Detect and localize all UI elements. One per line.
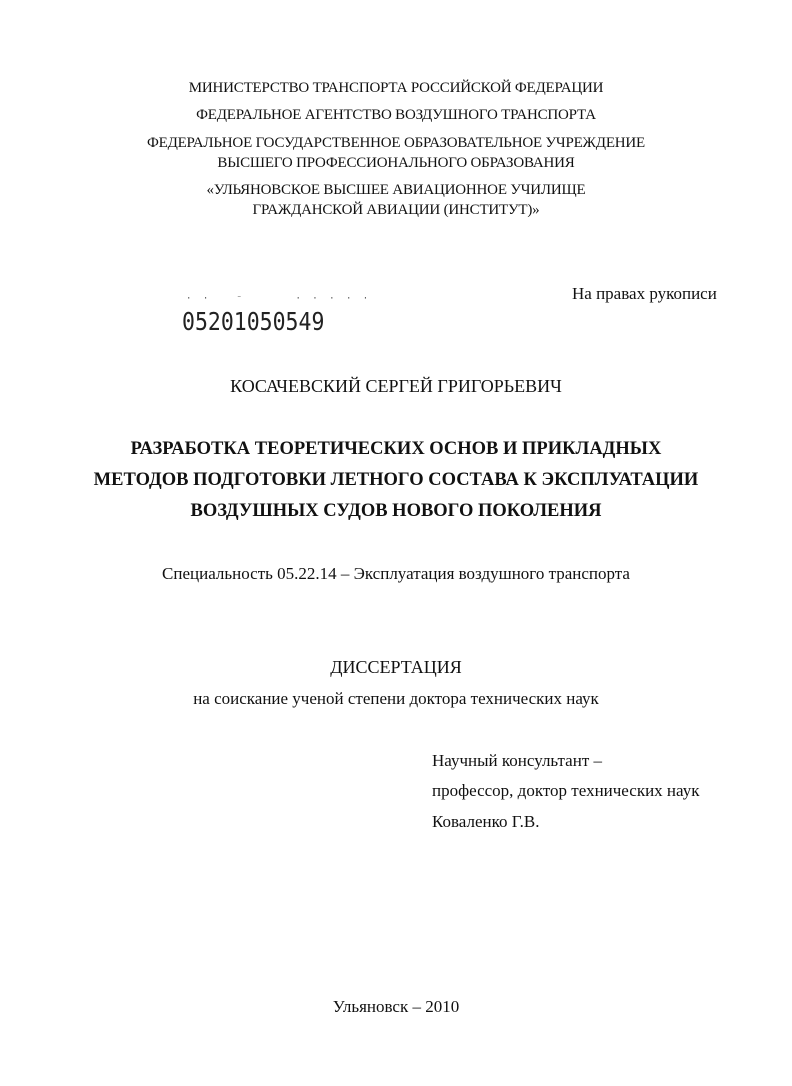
author-name: КОСАЧЕВСКИЙ СЕРГЕЙ ГРИГОРЬЕВИЧ [230,376,562,396]
library-serial-number: 05201050549 [182,307,325,336]
consultant-role: Научный консультант – [432,751,602,770]
consultant-name: Коваленко Г.В. [432,812,540,831]
org-institution-type-line1: ФЕДЕРАЛЬНОЕ ГОСУДАРСТВЕННОЕ ОБРАЗОВАТЕЛЬНОЕ УЧРЕЖДЕНИЕ [146,135,646,151]
specialty: Специальность 05.22.14 – Эксплуатация воздушного транспорта [162,564,630,583]
work-type: ДИССЕРТАЦИЯ [330,657,462,677]
org-ministry: МИНИСТЕРСТВО ТРАНСПОРТА РОССИЙСКОЙ ФЕДЕРАЦИИ [188,80,604,96]
consultant-position: профессор, доктор технических наук [432,781,700,800]
city-year: Ульяновск – 2010 [332,997,460,1016]
org-school-name-line1: «УЛЬЯНОВСКОЕ ВЫСШЕЕ АВИАЦИОННОЕ УЧИЛИЩЕ [206,182,586,198]
org-institution-type-line2: ВЫСШЕГО ПРОФЕССИОНАЛЬНОГО ОБРАЗОВАНИЯ [217,155,575,171]
library-stamp-marks: · · ⁻ · · · · · [186,294,372,304]
degree-sought: на соискание ученой степени доктора технических наук [193,689,599,708]
org-school-name-line2: ГРАЖДАНСКОЙ АВИАЦИИ (ИНСТИТУТ)» [252,202,540,218]
thesis-title-line3: ВОЗДУШНЫХ СУДОВ НОВОГО ПОКОЛЕНИЯ [190,501,602,521]
org-agency: ФЕДЕРАЛЬНОЕ АГЕНТСТВО ВОЗДУШНОГО ТРАНСПОРТА [196,107,596,123]
manuscript-rights-note: На правах рукописи [572,284,717,303]
thesis-title-line2: МЕТОДОВ ПОДГОТОВКИ ЛЕТНОГО СОСТАВА К ЭКСПЛУАТАЦИИ [93,470,699,490]
thesis-title-line1: РАЗРАБОТКА ТЕОРЕТИЧЕСКИХ ОСНОВ И ПРИКЛАДНЫХ [130,439,662,459]
